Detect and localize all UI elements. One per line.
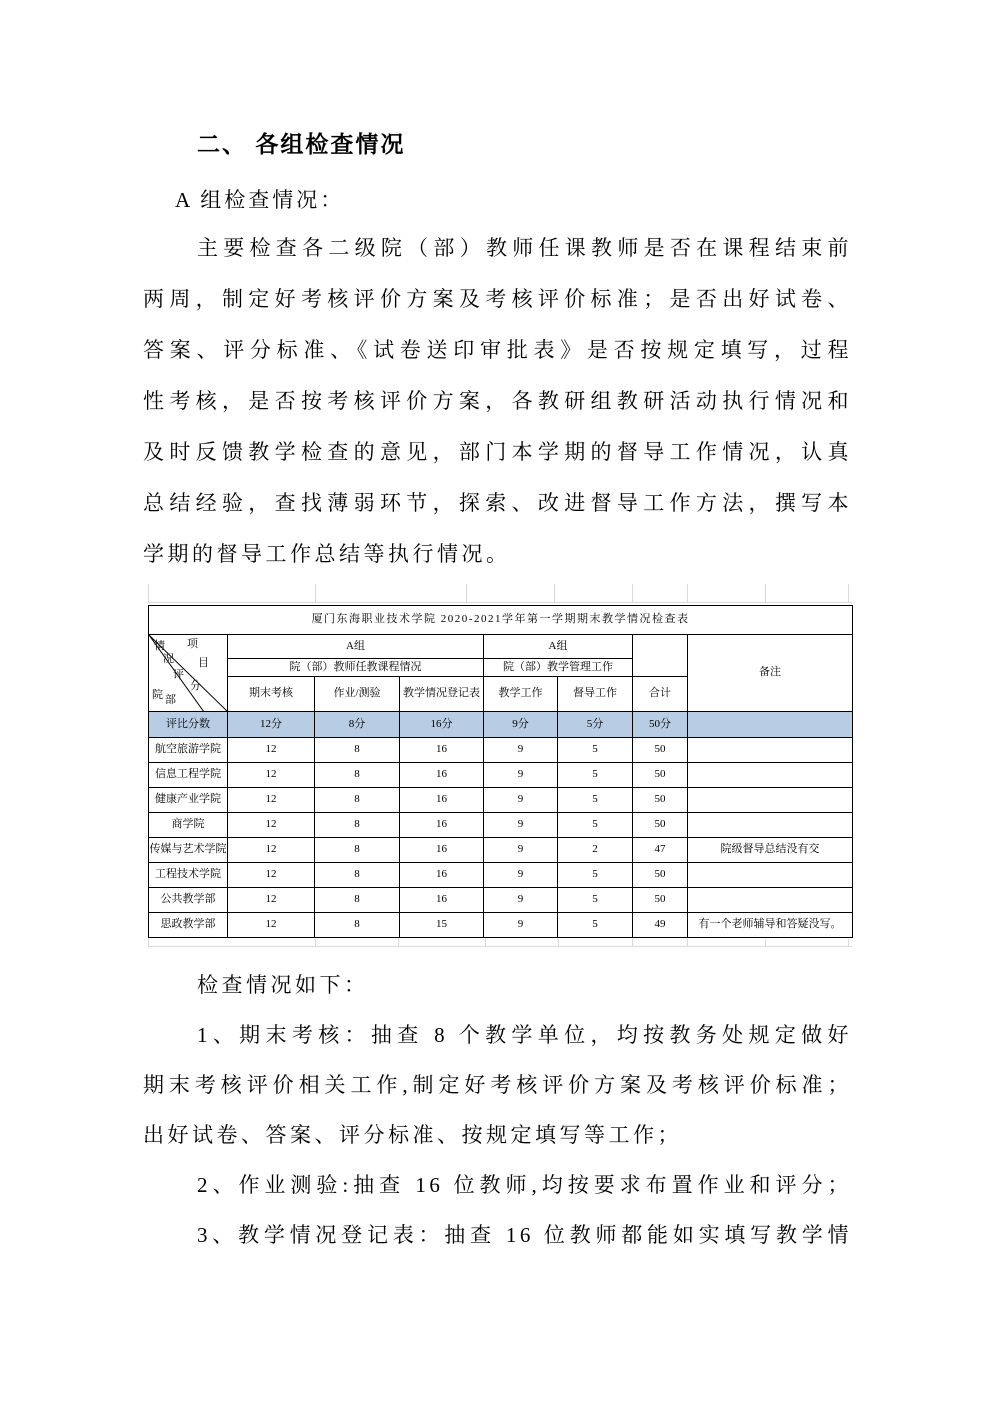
paragraph-line: 学期的督导工作总结等执行情况。 [143,542,511,566]
excel-gridline [687,939,688,947]
cell-value: 50 [633,863,688,888]
inspection-table [148,605,853,938]
table-row [149,763,853,788]
cell-value: 9分 [484,712,558,738]
corner-char: 评 [173,669,184,681]
row-label: 健康产业学院 [149,788,228,813]
excel-gridline [554,584,555,602]
excel-gridline [687,584,688,602]
excel-gridline [148,602,852,603]
cell-remark [688,788,853,813]
cell-value: 8 [315,913,400,938]
table-row [149,788,853,813]
column-header: 合计 [633,677,688,712]
excel-gridline [148,584,149,602]
cell-value: 12 [228,913,315,938]
column-header: 教学工作 [484,677,558,712]
table-group-row [149,635,853,659]
subgroup-teaching-header: 院（部）教师任教课程情况 [228,659,484,677]
paragraph-line: 3、教学情况登记表：抽查 16 位教师都能如实填写教学情 [197,1223,852,1247]
cell-value: 8分 [315,712,400,738]
corner-char: 情 [154,640,165,652]
cell-value: 15 [400,913,484,938]
cell-value: 50 [633,888,688,913]
cell-value: 12 [228,863,315,888]
column-header: 督导工作 [558,677,633,712]
table-row [149,888,853,913]
corner-char: 目 [198,657,209,669]
cell-value: 9 [484,763,558,788]
cell-value: 12分 [228,712,315,738]
cell-value: 47 [633,838,688,863]
cell-value: 2 [558,838,633,863]
cell-value: 50 [633,813,688,838]
row-label: 商学院 [149,813,228,838]
paragraph-line: 总结经验，查找薄弱环节，探索、改进督导工作方法，撰写本 [143,491,852,515]
cell-remark: 院级督导总结没有交 [688,838,853,863]
cell-value: 9 [484,913,558,938]
excel-gridline [148,939,149,947]
cell-value: 8 [315,763,400,788]
cell-value: 12 [228,788,315,813]
excel-gridline [485,939,486,947]
paragraph-line: 主要检查各二级院（部）教师任课教师是否在课程结束前 [197,236,852,260]
cell-value: 5 [558,888,633,913]
excel-gridline [398,939,399,947]
table-row [149,838,853,863]
cell-value: 12 [228,888,315,913]
excel-gridline [632,584,633,602]
cell-value: 16 [400,863,484,888]
cell-value: 5 [558,913,633,938]
paragraph-line: 检查情况如下： [197,973,369,997]
cell-remark [688,863,853,888]
table-title: 厦门东海职业技术学院 2020-2021学年第一学期期末教学情况检查表 [149,606,853,635]
paragraph-line: 出好试卷、答案、评分标准、按规定填写等工作； [143,1123,682,1147]
cell-value: 9 [484,788,558,813]
diagonal-header [149,635,228,712]
row-label: 评比分数 [149,712,228,738]
diagonal-header-cell [149,635,228,712]
cell-value: 8 [315,788,400,813]
cell-value: 16 [400,763,484,788]
table-title-row [149,606,853,635]
cell-value: 8 [315,863,400,888]
row-label: 传媒与艺术学院 [149,838,228,863]
cell-value: 9 [484,813,558,838]
cell-value: 12 [228,763,315,788]
row-label: 信息工程学院 [149,763,228,788]
excel-gridline [765,584,766,602]
excel-gridline [558,939,559,947]
column-header: 作业/测验 [315,677,400,712]
cell-value: 9 [484,838,558,863]
corner-char: 院 [152,689,163,701]
cell-remark [688,813,853,838]
group-a2-header: A组 [484,635,633,659]
empty-header-cell [633,635,688,677]
cell-value: 16 [400,738,484,763]
excel-gridline [148,946,852,947]
cell-value: 16 [400,788,484,813]
table-row [149,813,853,838]
excel-gridline [765,939,766,947]
cell-value: 50 [633,788,688,813]
cell-value: 16 [400,813,484,838]
paragraph-line: 期末考核评价相关工作,制定好考核评价方案及考核评价标准； [143,1073,852,1097]
paragraph-line: 2、作业测验:抽查 16 位教师,均按要求布置作业和评分； [197,1173,852,1197]
row-label: 思政教学部 [149,913,228,938]
cell-value: 8 [315,738,400,763]
cell-value: 5 [558,788,633,813]
cell-value: 5 [558,763,633,788]
cell-value: 8 [315,888,400,913]
cell-value: 16分 [400,712,484,738]
paragraph-line: 两周，制定好考核评价方案及考核评价标准；是否出好试卷、 [143,287,852,311]
paragraph-line: 1、期末考核：抽查 8 个教学单位，均按教务处规定做好 [197,1023,852,1047]
row-label: 工程技术学院 [149,863,228,888]
excel-gridline [315,939,316,947]
cell-value: 16 [400,888,484,913]
cell-remark [688,712,853,738]
cell-value: 5 [558,813,633,838]
cell-remark [688,763,853,788]
section-heading: 二、 各组检查情况 [197,131,406,157]
table-row [149,913,853,938]
cell-value: 9 [484,888,558,913]
cell-value: 5 [558,863,633,888]
group-a1-header: A组 [228,635,484,659]
cell-value: 50分 [633,712,688,738]
row-label: 公共教学部 [149,888,228,913]
row-label: 航空旅游学院 [149,738,228,763]
group-a-subheading: A 组检查情况： [175,188,345,212]
paragraph-line: 性考核，是否按考核评价方案，各教研组教研活动执行情况和 [143,389,852,413]
excel-gridline [848,939,849,947]
cell-value: 9 [484,863,558,888]
corner-char: 分 [190,680,201,692]
cell-value: 5分 [558,712,633,738]
cell-value: 16 [400,838,484,863]
excel-gridline [632,939,633,947]
excel-gridline [315,584,316,602]
score-row [149,712,853,738]
cell-value: 50 [633,763,688,788]
cell-value: 12 [228,838,315,863]
corner-char: 项 [187,638,198,650]
cell-value: 5 [558,738,633,763]
table-row [149,738,853,763]
intro-paragraph [143,223,852,580]
column-header: 期末考核 [228,677,315,712]
excel-gridline [848,584,849,602]
corner-char: 部 [165,694,176,706]
cell-remark [688,888,853,913]
cell-value: 8 [315,838,400,863]
cell-remark [688,738,853,763]
paragraph-line: 答案、评分标准、《试卷送印审批表》是否按规定填写，过程 [143,338,852,362]
table-row [149,863,853,888]
subgroup-management-header: 院（部）教学管理工作 [484,659,633,677]
paragraph-line: 及时反馈教学检查的意见，部门本学期的督导工作情况，认真 [143,440,852,464]
cell-value: 50 [633,738,688,763]
excel-gridline [466,584,467,602]
cell-value: 49 [633,913,688,938]
findings-paragraph [143,960,852,1260]
cell-value: 9 [484,738,558,763]
column-header: 教学情况登记表 [400,677,484,712]
cell-value: 12 [228,813,315,838]
cell-remark: 有一个老师辅导和答疑没写。 [688,913,853,938]
corner-char: 况 [163,653,174,665]
remark-header: 备注 [688,635,853,712]
cell-value: 12 [228,738,315,763]
cell-value: 8 [315,813,400,838]
